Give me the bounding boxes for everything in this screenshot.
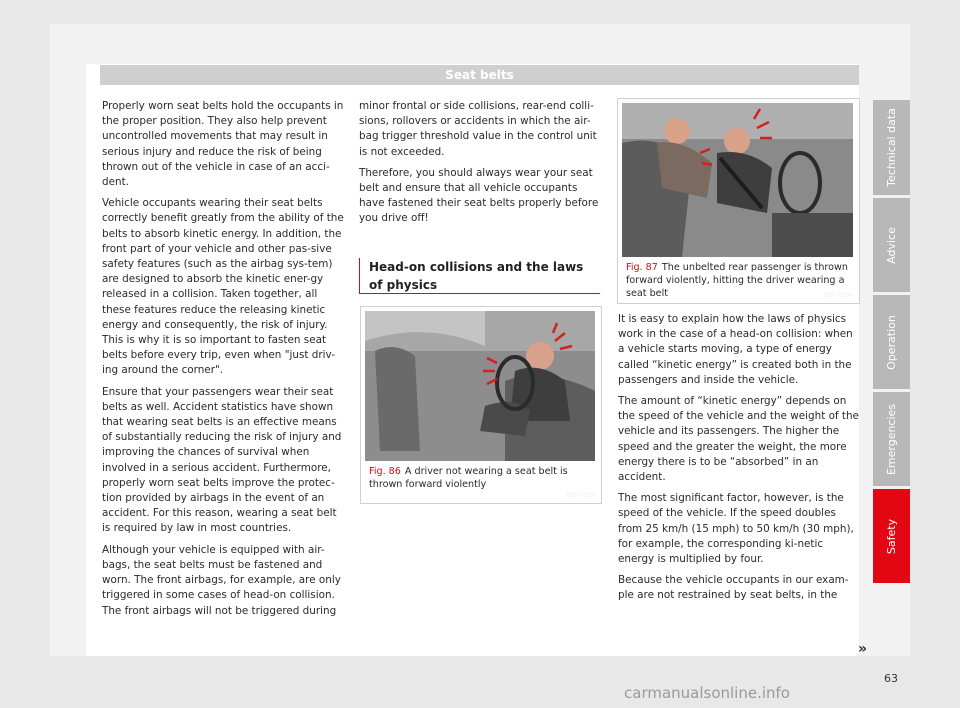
tab-label: Operation: [885, 314, 898, 370]
tab-operation[interactable]: [873, 295, 910, 389]
page-header-title: Seat belts: [100, 65, 859, 85]
paragraph: Ensure that your passengers wear their seat belts as well. Accident statistics have shown that wearing seat belts is an effective means of substantially reducing the risk of injury and improving the chances of survival when involved in a serious accident. Furthermore, properly worn seat belts improve the protec-tion provided by airbags in the event of an accident. For this reason, wearing a seat belt is required by law in most countries.: [102, 385, 342, 535]
paragraph: The amount of “kinetic energy” depends on the speed of the vehicle and the weight of the vehicle and its passengers. The higher the speed and the greater the weight, the more energy there is to be “absorbed” in an accident.: [618, 395, 859, 484]
paragraph: It is easy to explain how the laws of physics work in the case of a head-on collision: when a vehicle starts moving, a type of energy called “kinetic energy” is created both in the passengers and inside the vehicle.: [618, 313, 853, 386]
paragraph: Although your vehicle is equipped with air-bags, the seat belts must be fastened and worn. The front airbags, for example, are only triggered in some cases of head-on collision. The front airbags will not be triggered during: [102, 543, 341, 617]
figure-label: Fig. 86: [369, 466, 401, 477]
section-heading: Head-on collisions and the laws of physics: [369, 260, 584, 292]
tab-label: Technical data: [885, 108, 899, 187]
figure-label: Fig. 87: [626, 262, 658, 273]
section-underline: [359, 293, 600, 294]
paragraph: The most significant factor, however, is the speed of the vehicle. If the speed doubles from 25 km/h (15 mph) to 50 km/h (30 mph), for example, the corresponding ki-netic energy is multiplied by four.: [618, 492, 854, 566]
text-column-1: [102, 99, 344, 625]
double-chevron-right-icon: »: [858, 641, 868, 657]
paragraph: Therefore, you should always wear your seat belt and ensure that all vehicle occupants have fastened their seat belts properly before you drive off!: [359, 166, 599, 225]
paragraph: Vehicle occupants wearing their seat belts correctly benefit greatly from the ability of the belts to absorb kinetic energy. In addition, the front part of your vehicle and other pas-sive safety features (such as the airbag sys-tem) are designed to absorb the kinetic ener-gy released in a collision. Taken together, all these features reduce the releasing kinetic energy and consequently, the risk of injury. This is why it is so important to fasten seat belts before every trip, even when "just driv-ing around the corner".: [102, 197, 344, 377]
tab-safety[interactable]: [873, 489, 910, 583]
figure-code: B5F-0294: [824, 292, 853, 299]
tab-label: Advice: [884, 226, 898, 264]
figure-87: [617, 98, 860, 304]
text-column-3: [618, 312, 861, 610]
tab-label: Emergencies: [885, 403, 898, 475]
paragraph: Properly worn seat belts hold the occupants in the proper position. They also help prevent uncontrolled movements that may result in serious injury and reduce the risk of being thrown out of the vehicle in case of an acci-dent.: [102, 100, 344, 189]
watermark-text: carmanualsonline.info: [624, 684, 790, 702]
section-accent-line: [359, 258, 360, 294]
tab-emergencies[interactable]: [873, 392, 910, 486]
tab-technical-data[interactable]: [873, 100, 910, 195]
tab-label: Safety: [885, 518, 898, 554]
page-number: 63: [884, 672, 898, 685]
driver-collision-illustration: [365, 311, 595, 461]
paragraph: Because the vehicle occupants in our exam-ple are not restrained by seat belts, in the: [618, 574, 849, 602]
paragraph: minor frontal or side collisions, rear-end colli-sions, rollovers or accidents in which the air-bag trigger threshold value in the control unit is not exceeded.: [359, 100, 597, 158]
figure-caption: [369, 465, 595, 491]
figure-caption: [626, 261, 853, 300]
caption-text: The unbelted rear passenger is thrown forward violently, hitting the driver wearing a seat belt: [626, 262, 848, 299]
rear-passenger-collision-illustration: [622, 103, 853, 257]
figure-code: B5F-0293: [566, 492, 595, 499]
caption-text: A driver not wearing a seat belt is thrown forward violently: [369, 466, 568, 490]
tab-advice[interactable]: [873, 198, 910, 292]
text-column-2: [359, 99, 600, 233]
figure-86: [360, 306, 602, 504]
